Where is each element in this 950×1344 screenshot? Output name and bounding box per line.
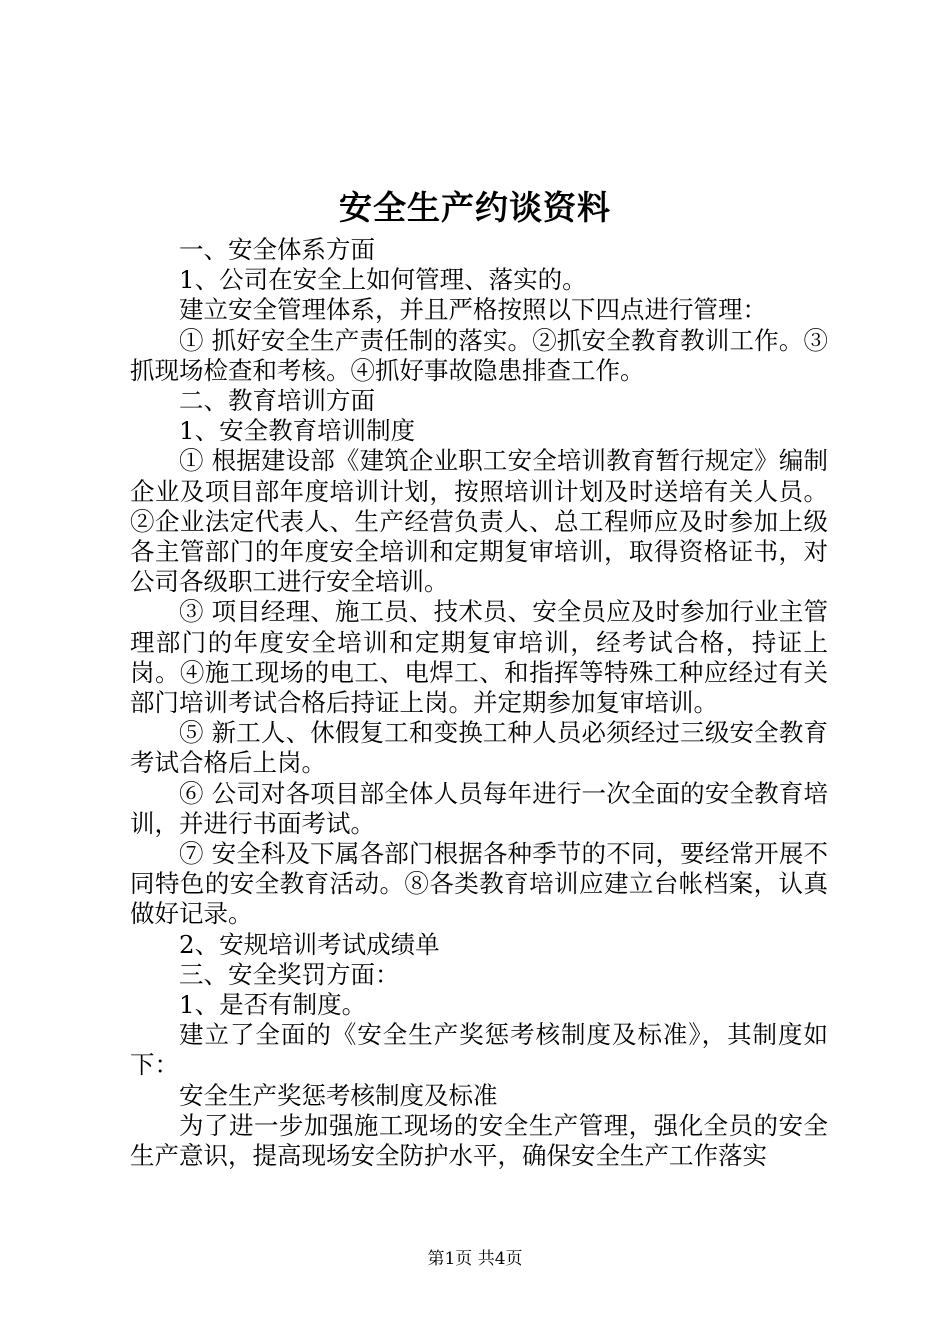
paragraph: 建立了全面的《安全生产奖惩考核制度及标准》，其制度如下： — [130, 1020, 828, 1080]
section-heading: 三、安全奖罚方面： — [179, 959, 400, 989]
paragraph: ① 抓好安全生产责任制的落实。②抓安全教育教训工作。③抓现场检查和考核。④抓好事故隐患排查工作。 — [130, 325, 828, 385]
section-heading: 一、安全体系方面 — [179, 235, 375, 264]
paragraph: ⑦ 安全科及下属各部门根据各种季节的不同，要经常开展不同特色的安全教育活动。⑧各类教育培训应建立台帐档案，认真做好记录。 — [130, 839, 828, 929]
paragraph: 为了进一步加强施工现场的安全生产管理，强化全员的安全生产意识，提高现场安全防护水平，确保安全生产工作落实 — [130, 1110, 828, 1171]
document-body — [130, 235, 828, 1171]
paragraph: ⑥ 公司对各项目部全体人员每年进行一次全面的安全教育培训，并进行书面考试。 — [130, 778, 828, 838]
paragraph: 1、公司在安全上如何管理、落实的。 — [179, 265, 587, 295]
paragraph: 1、是否有制度。 — [179, 990, 367, 1020]
paragraph: ③ 项目经理、施工员、技术员、安全员应及时参加行业主管理部门的年度安全培训和定期复审培训，经考试合格，持证上岗。④施工现场的电工、电焊工、和指挥等特殊工种应经过有关部门培训考试合格后持证上岗。并定期参加复审培训。 — [130, 597, 828, 718]
page-footer: 第1页 共4页 — [427, 1249, 523, 1269]
paragraph: ① 根据建设部《建筑企业职工安全培训教育暂行规定》编制企业及项目部年度培训计划，按照培训计划及时送培有关人员。②企业法定代表人、生产经营负责人、总工程师应及时参加上级各主管部门的年度安全培训和定期复审培训，取得资格证书，对公司各级职工进行安全培训。 — [130, 446, 828, 597]
paragraph: 安全生产奖惩考核制度及标准 — [179, 1080, 498, 1110]
paragraph: 2、安规培训考试成绩单 — [179, 929, 440, 959]
paragraph: 1、安全教育培训制度 — [179, 416, 416, 446]
document-title: 安全生产约谈资料 — [339, 188, 611, 227]
paragraph: 建立安全管理体系，并且严格按照以下四点进行管理： — [179, 295, 767, 325]
section-heading: 二、教育培训方面 — [179, 386, 375, 416]
paragraph: ⑤ 新工人、休假复工和变换工种人员必须经过三级安全教育考试合格后上岗。 — [130, 718, 828, 778]
